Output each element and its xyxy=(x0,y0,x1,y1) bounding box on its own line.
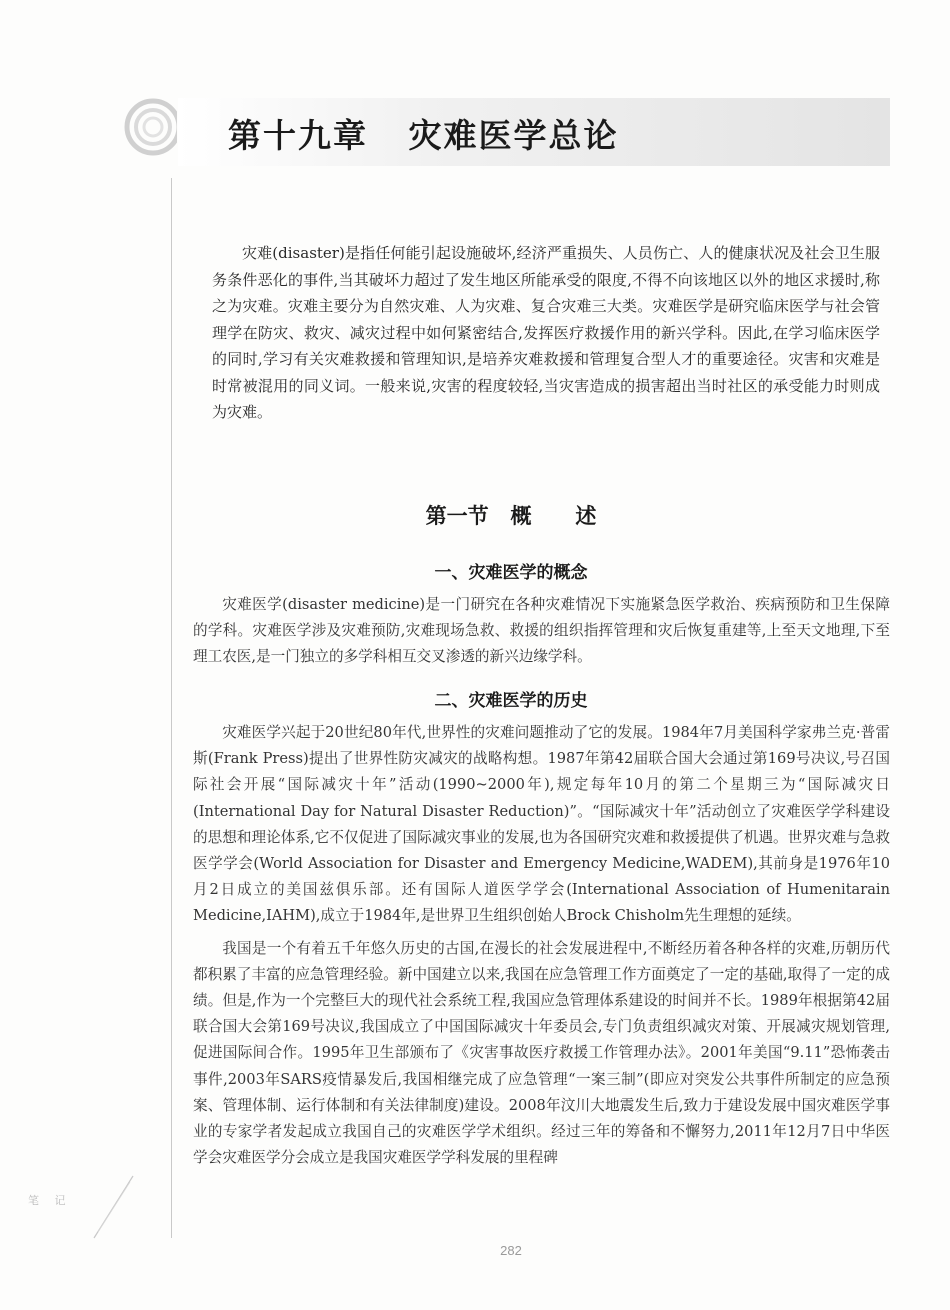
paragraph: 灾难医学兴起于20世纪80年代,世界性的灾难问题推动了它的发展。1984年7月美国科学家弗兰克·普雷斯(Frank Press)提出了世界性防灾减灾的战略构想。1987年第42届联合国大会通过第169号决议,号召国际社会开展“国际减灾十年”活动(1990~2000年),规定每年10月的第二个星期三为“国际减灾日(International Day for Natural Disaster Reduction)”。“国际减灾十年”活动创立了灾难医学学科建设的思想和理论体系,它不仅促进了国际减灾事业的发展,也为各国研究灾难和救援提供了机遇。世界灾难与急救医学学会(World Association for Disaster and Emergency Medicine,WADEM),其前身是1976年10月2日成立的美国兹俱乐部。还有国际人道医学学会(International Association of Humenitarain Medicine,IAHM),成立于1984年,是世界卫生组织创始人Brock Chisholm先生理想的延续。 xyxy=(193,724,890,925)
chapter-intro: 灾难(disaster)是指任何能引起设施破坏,经济严重损失、人员伤亡、人的健康状况及社会卫生服务条件恶化的事件,当其破坏力超过了发生地区所能承受的限度,不得不向该地区以外的地区求援时,称之为灾难。灾难主要分为自然灾难、人为灾难、复合灾难三大类。灾难医学是研究临床医学与社会管理学在防灾、救灾、减灾过程中如何紧密结合,发挥医疗救援作用的新兴学科。因此,在学习临床医学的同时,学习有关灾难救援和管理知识,是培养灾难救援和管理复合型人才的重要途径。灾害和灾难是时常被混用的同义词。一般来说,灾害的程度较轻,当灾害造成的损害超出当时社区的承受能力时则成为灾难。 xyxy=(212,244,880,421)
paragraph: 灾难医学(disaster medicine)是一门研究在各种灾难情况下实施紧急医学救治、疾病预防和卫生保障的学科。灾难医学涉及灾难预防,灾难现场急救、救援的组织指挥管理和灾后恢复重建等,上至天文地理,下至理工农医,是一门独立的多学科相互交叉渗透的新兴边缘学科。 xyxy=(193,596,890,666)
chapter-ornament-icon xyxy=(113,95,177,159)
subsection-title-concept: 一、灾难医学的概念 xyxy=(434,563,588,583)
concept-body xyxy=(193,592,890,671)
subsection-title-history: 二、灾难医学的历史 xyxy=(434,691,588,711)
paragraph: 我国是一个有着五千年悠久历史的古国,在漫长的社会发展进程中,不断经历着各种各样的灾难,历朝历代都积累了丰富的应急管理经验。新中国建立以来,我国在应急管理工作方面奠定了一定的基础,取得了一定的成绩。但是,作为一个完整巨大的现代社会系统工程,我国应急管理体系建设的时间并不长。1989年根据第42届联合国大会第169号决议,我国成立了中国国际减灾十年委员会,专门负责组织减灾对策、开展减灾规划管理,促进国际间合作。1995年卫生部颁布了《灾害事故医疗救援工作管理办法》。2001年美国“9.11”恐怖袭击事件,2003年SARS疫情暴发后,我国相继完成了应急管理“一案三制”(即应对突发公共事件所制定的应急预案、管理体制、运行体制和有关法律制度)建设。2008年汶川大地震发生后,致力于建设发展中国灾难医学事业的专家学者发起成立我国自己的灾难医学学术组织。经过三年的筹备和不懈努力,2011年12月7日中华医学会灾难医学分会成立是我国灾难医学学科发展的里程碑 xyxy=(193,939,890,1167)
pencil-stroke-icon xyxy=(88,1172,138,1242)
margin-note: 笔 记 xyxy=(28,1194,72,1207)
section-title: 第一节 概 述 xyxy=(425,504,597,528)
history-body xyxy=(193,720,890,1171)
page-number: 282 xyxy=(500,1243,522,1258)
chapter-title: 第十九章 灾难医学总论 xyxy=(228,116,619,155)
